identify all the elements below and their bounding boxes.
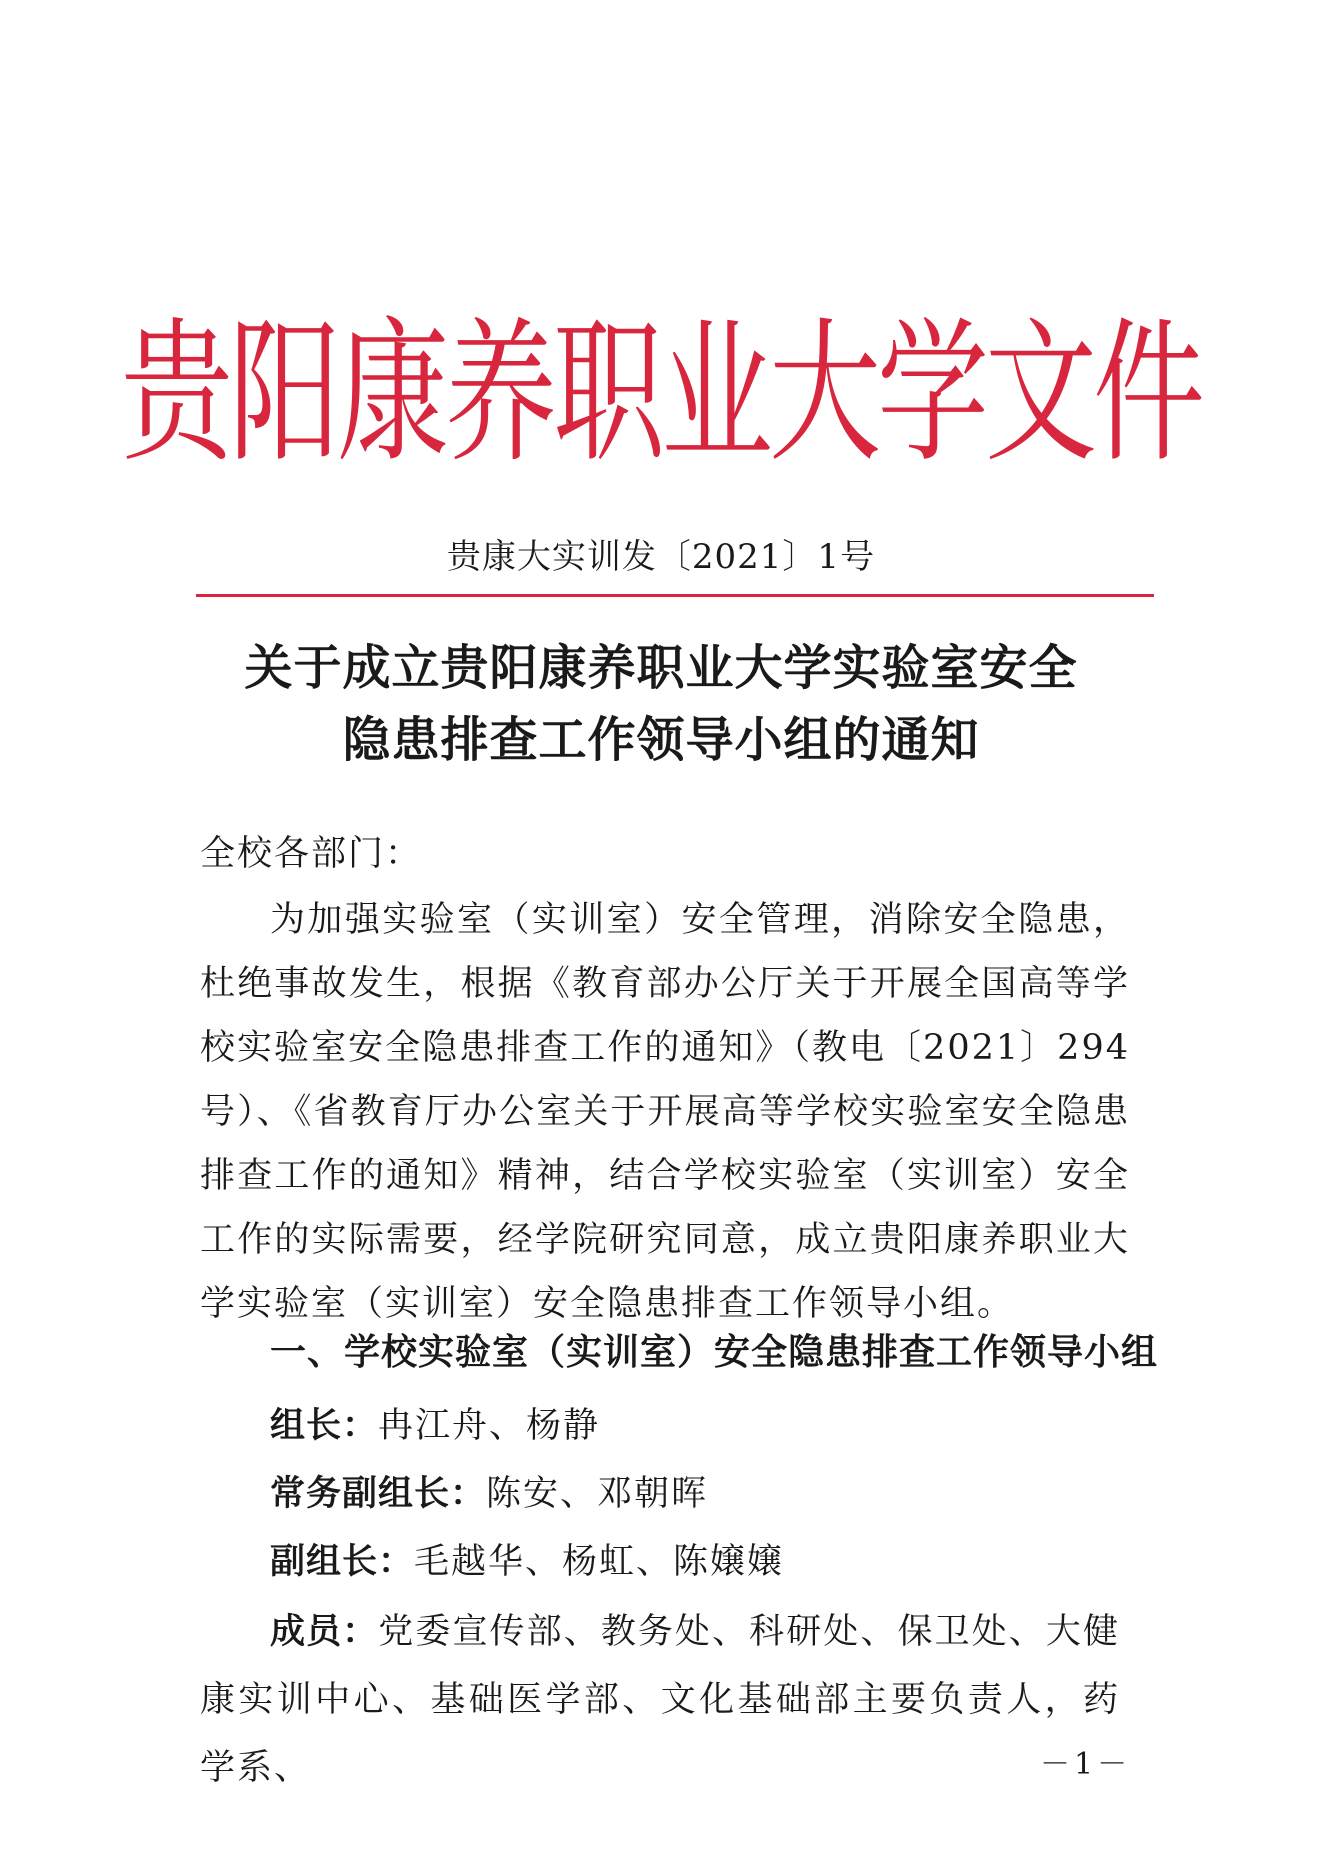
document-header-title: 贵阳康养职业大学文件 — [121, 304, 1201, 484]
leader-label: 组长： — [270, 1405, 379, 1446]
salutation: 全校各部门： — [200, 834, 423, 874]
notice-title-line-1: 关于成立贵阳康养职业大学实验室安全 — [244, 640, 1078, 696]
deputy-label: 副组长： — [270, 1541, 415, 1582]
members-text: 党委宣传部、教务处、科研处、保卫处、大健康实训中心、基础医学部、文化基础部主要负责人，药学系、 — [200, 1612, 1120, 1788]
notice-title-line-2: 隐患排查工作领导小组的通知 — [342, 712, 980, 768]
executive-deputy-names: 陈安、邓朝晖 — [486, 1474, 709, 1514]
notice-title — [0, 632, 1322, 776]
red-divider-line — [196, 594, 1154, 597]
deputy-line — [270, 1530, 784, 1594]
document-number: 贵康大实训发〔2021〕1号 — [446, 537, 876, 577]
executive-deputy-label: 常务副组长： — [270, 1473, 487, 1514]
executive-deputy-line — [270, 1462, 708, 1526]
body-paragraph-1: 为加强实验室（实训室）安全管理，消除安全隐患，杜绝事故发生，根据《教育部办公厅关于开展全国高等学校实验室安全隐患排查工作的通知》（教电〔2021〕294号）、《省教育厅办公室关于开展高等学校实验室安全隐患排查工作的通知》精神，结合学校实验室（实训室）安全工作的实际需要，经学院研究同意，成立贵阳康养职业大学实验室（实训室）安全隐患排查工作领导小组。 — [200, 900, 1130, 1324]
section-heading-1: 一、学校实验室（实训室）安全隐患排查工作领导小组 — [270, 1331, 1159, 1373]
deputy-names: 毛越华、杨虹、陈嬢嬢 — [414, 1542, 785, 1582]
leader-line — [270, 1394, 600, 1458]
leader-names: 冉江舟、杨静 — [378, 1406, 601, 1446]
page-number: －1－ — [1040, 1747, 1132, 1782]
members-label: 成员： — [270, 1611, 379, 1652]
members-paragraph — [200, 1598, 1120, 1802]
